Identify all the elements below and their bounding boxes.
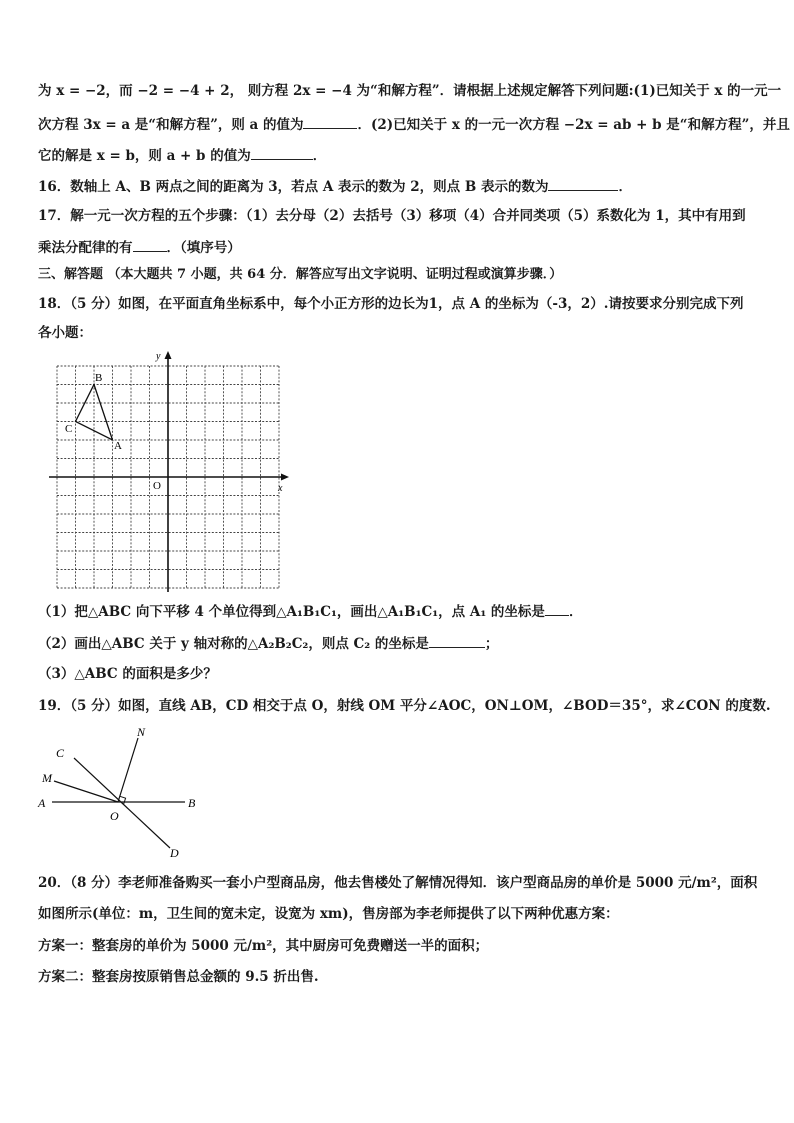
- q18-sub-2-end: ；: [484, 636, 499, 652]
- point-a-label: A: [114, 440, 122, 452]
- q20-line-4: 方案二：整套房按原销售总金额的 9.5 折出售.: [38, 969, 319, 985]
- q18-sub-1-blank[interactable]: [545, 601, 569, 616]
- q15-line-3-text-b: ．: [312, 148, 327, 164]
- q17-line-2-text-b: ．（填序号）: [166, 240, 241, 256]
- q16-answer-blank[interactable]: [548, 176, 618, 191]
- q18-sub-2-blank[interactable]: [429, 633, 485, 648]
- q18-sub-1-text: （1）把△ABC 向下平移 4 个单位得到△A₁B₁C₁，画出△A₁B₁C₁，点 A₁ 的坐标是: [38, 604, 545, 620]
- q17-answer-blank[interactable]: [133, 237, 167, 252]
- q15-answer-blank-1[interactable]: [303, 114, 357, 129]
- q18-sub-2: [38, 633, 756, 654]
- q19-line: 19．（5 分）如图，直线 AB，CD 相交于点 O，射线 OM 平分∠AOC，ON⊥OM，∠BOD＝35°，求∠CON 的度数.: [38, 698, 771, 714]
- label-o: O: [110, 809, 119, 823]
- q18-line-2: 各小题：: [38, 325, 92, 341]
- q15-line-2-text-a: 次方程 3x = a 是“和解方程”，则 a 的值为: [38, 117, 304, 133]
- q15-answer-blank-2[interactable]: [251, 145, 313, 160]
- q15-line-3: [38, 145, 756, 166]
- q18-sub-3: （3）△ABC 的面积是多少？: [38, 666, 217, 682]
- label-c: C: [56, 746, 65, 760]
- q15-line-2: [38, 114, 790, 135]
- label-a: A: [38, 796, 46, 810]
- label-m: M: [42, 771, 52, 785]
- label-b: B: [188, 796, 196, 810]
- q18-coordinate-grid: [45, 348, 295, 592]
- q16-line: [38, 176, 756, 197]
- origin-label: O: [153, 480, 161, 492]
- q15-line-1: 为 x = −2，而 −2 = −4 + 2， 则方程 2x = −4 为“和解方程”．请根据上述规定解答下列问题:(1)已知关于 x 的一元一: [38, 83, 782, 99]
- q17-line-2: [38, 237, 756, 258]
- section-3-heading: 三、解答题 （本大题共 7 小题，共 64 分．解答应写出文字说明、证明过程或演算步骤．）: [38, 267, 563, 282]
- q18-sub-2-text: （2）画出△ABC 关于 y 轴对称的△A₂B₂C₂，则点 C₂ 的坐标是: [38, 636, 429, 652]
- q20-line-2: 如图所示(单位：m，卫生间的宽未定，设宽为 xm)，售房部为李老师提供了以下两种优惠方案：: [38, 906, 619, 922]
- y-axis-arrow: [165, 351, 172, 359]
- q17-line-1: 17．解一元一次方程的五个步骤：（1）去分母（2）去括号（3）移项（4）合并同类项（5）系数化为 1，其中有用到: [38, 208, 746, 224]
- q16-text: 16．数轴上 A、B 两点之间的距离为 3，若点 A 表示的数为 2，则点 B 表示的数为: [38, 179, 549, 195]
- y-axis-label: y: [156, 351, 161, 362]
- ray-om: [54, 781, 118, 802]
- ray-on: [118, 738, 138, 802]
- x-axis-arrow: [281, 474, 289, 481]
- q18-sub-1: [38, 601, 756, 622]
- x-axis-label: x: [278, 483, 283, 494]
- q20-line-1: 20．（8 分）李老师准备购买一套小户型商品房，他去售楼处了解情况得知．该户型商品房的单价是 5000 元/m²，面积: [38, 875, 758, 891]
- q15-line-2-text-b: ．(2)已知关于 x 的一元一次方程 −2x = ab + b 是“和解方程”，并且: [357, 117, 790, 133]
- q19-figure: [30, 722, 220, 862]
- point-b-label: B: [95, 372, 103, 384]
- label-d: D: [170, 846, 179, 860]
- point-c-label: C: [65, 423, 73, 435]
- q18-sub-1-end: ．: [568, 604, 583, 620]
- q17-line-2-text-a: 乘法分配律的有: [38, 240, 133, 256]
- q18-line-1: 18．（5 分）如图，在平面直角坐标系中，每个小正方形的边长为1，点 A 的坐标为（-3，2）.请按要求分别完成下列: [38, 296, 744, 312]
- label-n: N: [137, 725, 146, 739]
- right-angle-mark: [120, 796, 126, 804]
- q16-end: ．: [618, 179, 632, 195]
- q20-line-3: 方案一：整套房的单价为 5000 元/m²，其中厨房可免费赠送一半的面积；: [38, 938, 489, 954]
- q15-line-3-text-a: 它的解是 x = b，则 a + b 的值为: [38, 148, 251, 164]
- line-cd: [74, 758, 170, 848]
